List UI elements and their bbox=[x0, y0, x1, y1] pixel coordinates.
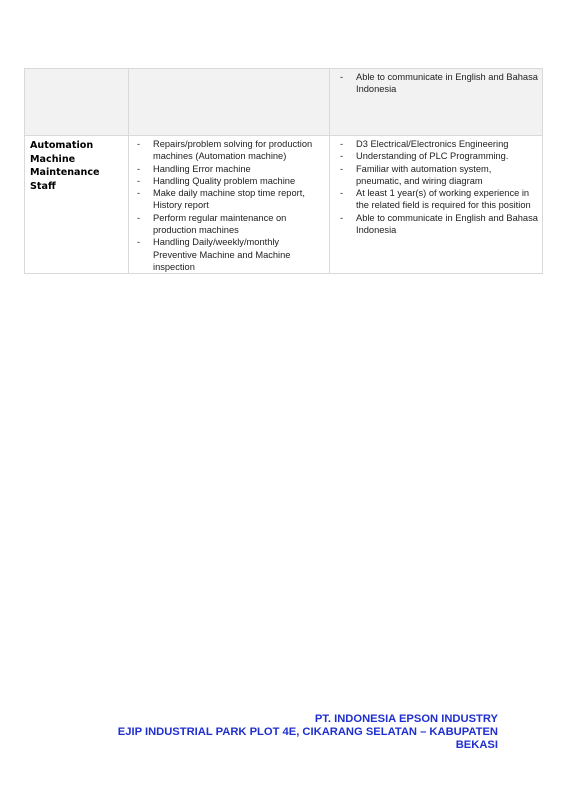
position-title: Automation Machine Maintenance Staff bbox=[30, 140, 100, 192]
responsibilities-list bbox=[133, 138, 325, 273]
list-item: - Perform regular maintenance on production machines bbox=[137, 212, 287, 236]
dash-bullet: - bbox=[137, 237, 141, 248]
list-item: - Understanding of PLC Programming. bbox=[340, 151, 509, 162]
requirements-cell-continued bbox=[330, 69, 543, 136]
list-item: - Make daily machine stop time report, History report bbox=[137, 188, 305, 211]
dash-bullet: - bbox=[340, 212, 344, 223]
list-item: - At least 1 year(s) of working experience in the related field is required for this position bbox=[340, 188, 531, 211]
dash-bullet: - bbox=[137, 212, 141, 223]
list-item: - Handling Quality problem machine bbox=[137, 175, 296, 186]
list-item: - Handling Daily/weekly/monthly Preventive Machine and Machine inspection bbox=[137, 237, 291, 272]
list-item: - Able to communicate in English and Bahasa Indonesia bbox=[340, 72, 538, 95]
address-line-city: BEKASI bbox=[455, 739, 498, 751]
list-item: - Repairs/problem solving for production machines (Automation machine) bbox=[137, 139, 313, 162]
address-line: EJIP INDUSTRIAL PARK PLOT 4E, CIKARANG SELATAN – KABUPATEN bbox=[117, 726, 498, 738]
company-address-footer bbox=[118, 713, 498, 752]
list-item: - D3 Electrical/Electronics Engineering bbox=[340, 139, 509, 149]
requirements-list-continued bbox=[336, 71, 538, 96]
list-item: - Able to communicate in English and Bahasa Indonesia bbox=[340, 212, 538, 236]
company-name: PT. INDONESIA EPSON INDUSTRY bbox=[314, 713, 498, 725]
responsibilities-cell-empty bbox=[129, 69, 330, 136]
dash-bullet: - bbox=[340, 139, 344, 149]
dash-bullet: - bbox=[137, 188, 141, 199]
dash-bullet: - bbox=[137, 139, 141, 149]
position-title-cell bbox=[25, 136, 129, 274]
table-row-continuation bbox=[25, 69, 543, 136]
dash-bullet: - bbox=[340, 151, 344, 162]
responsibilities-cell bbox=[129, 136, 330, 274]
dash-bullet: - bbox=[340, 188, 344, 199]
list-item: - Familiar with automation system, pneumatic, and wiring diagram bbox=[340, 163, 492, 186]
dash-bullet: - bbox=[137, 175, 141, 186]
dash-bullet: - bbox=[340, 163, 344, 174]
job-vacancy-table bbox=[24, 68, 543, 274]
position-cell-empty bbox=[25, 69, 129, 136]
requirements-list bbox=[336, 138, 538, 236]
dash-bullet: - bbox=[340, 72, 344, 82]
list-item: - Handling Error machine bbox=[137, 163, 251, 174]
requirements-cell bbox=[330, 136, 543, 274]
dash-bullet: - bbox=[137, 163, 141, 174]
table-row-position bbox=[25, 136, 543, 274]
